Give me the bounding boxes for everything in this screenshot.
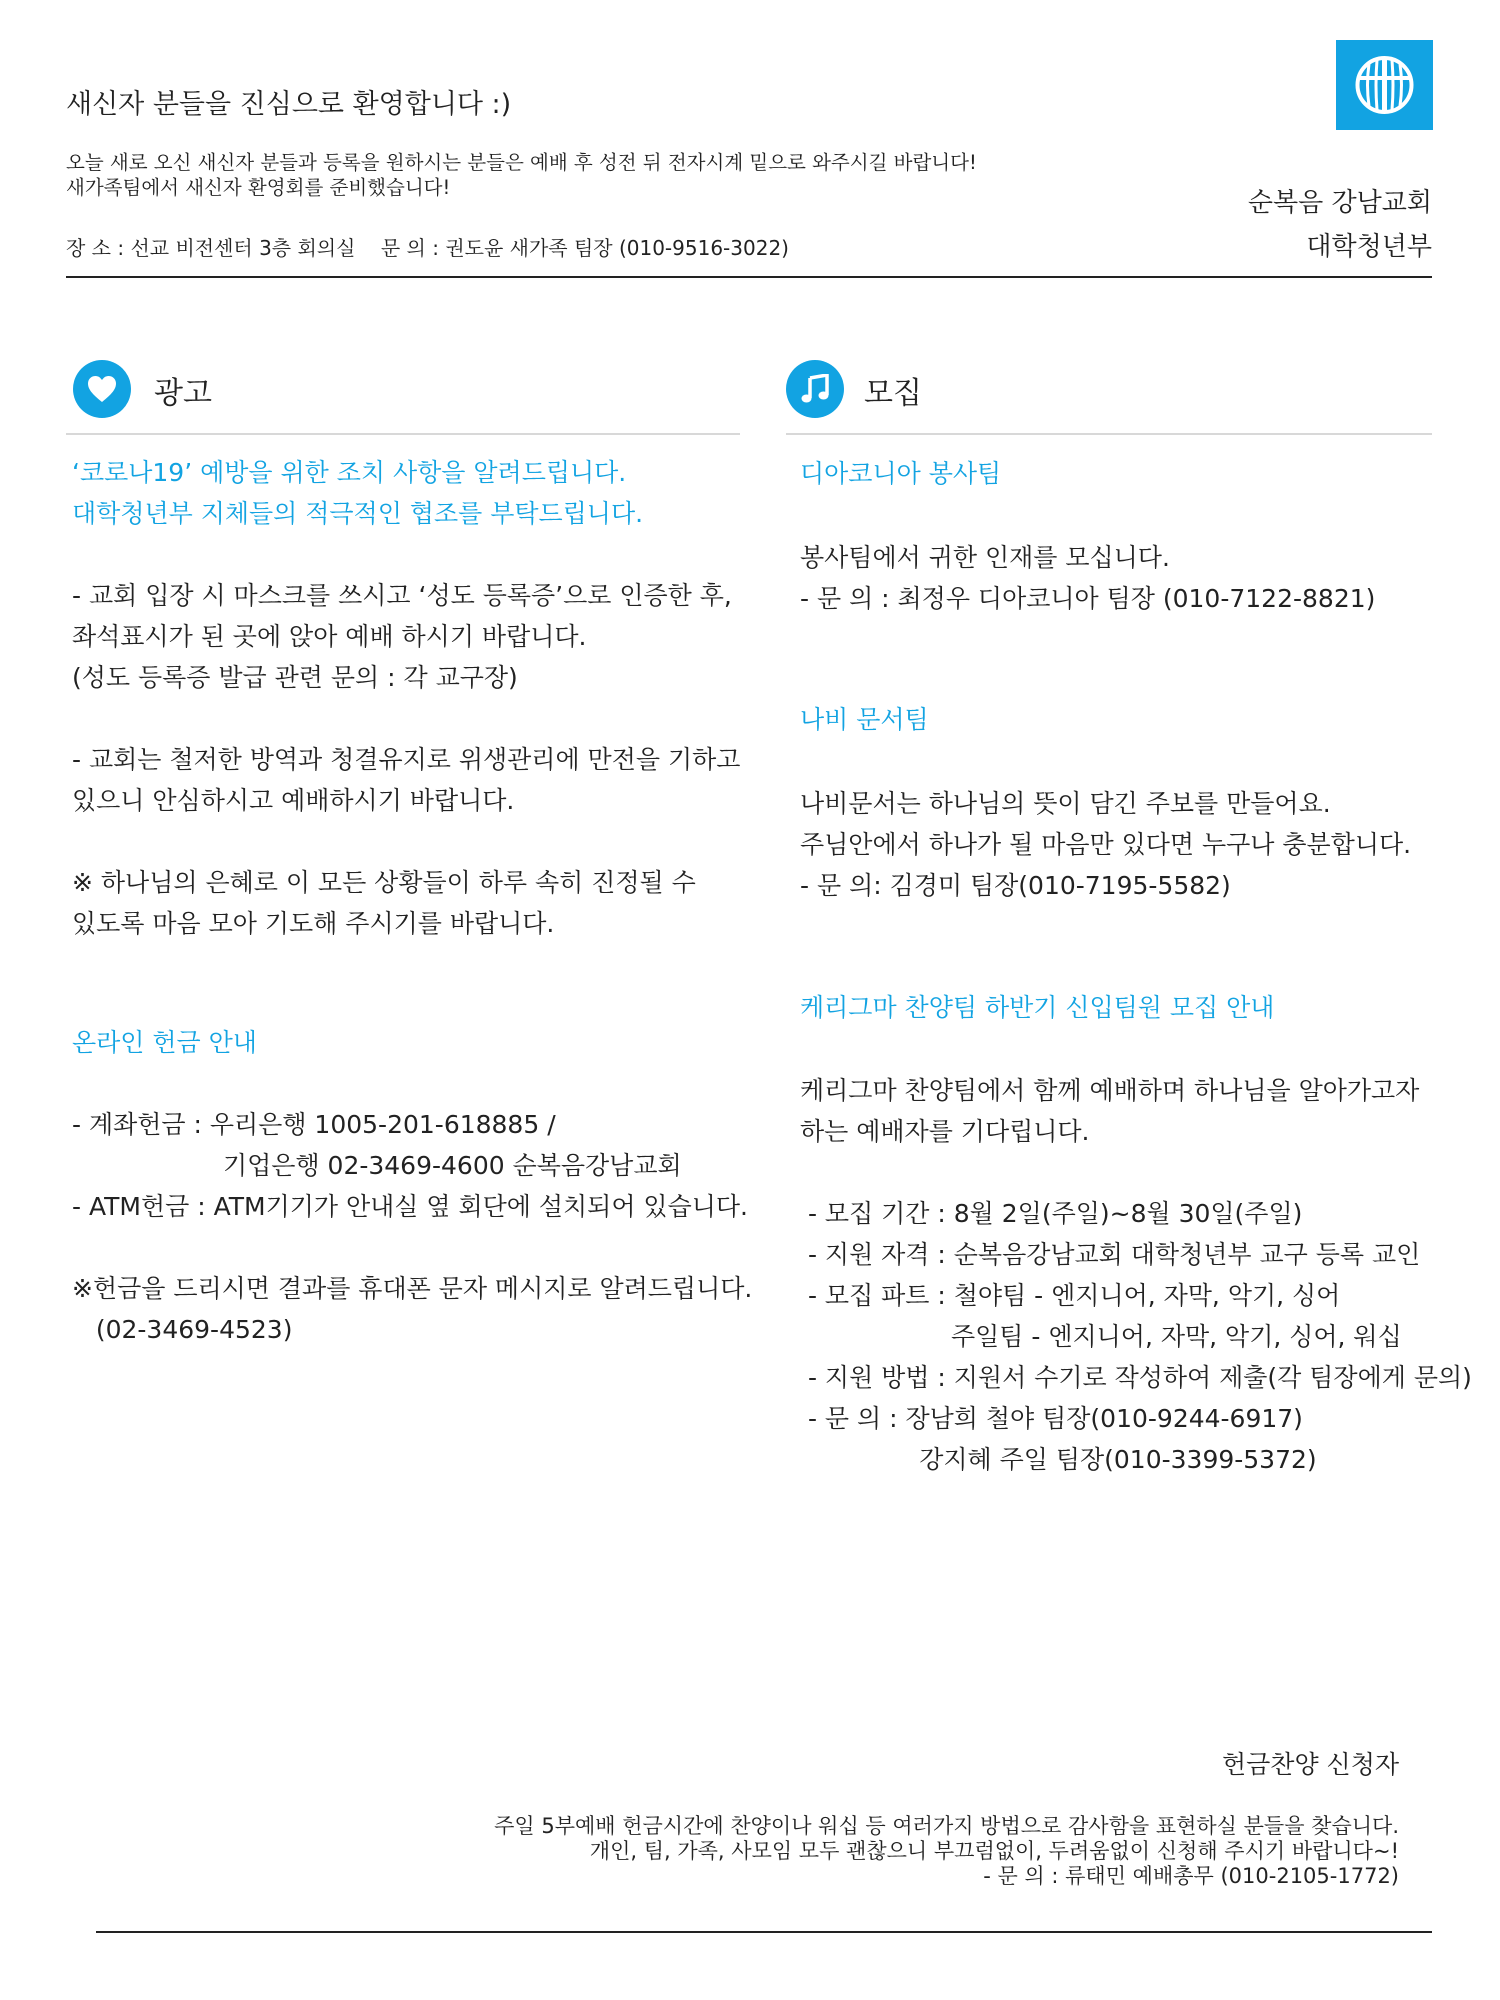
welcome-line: 오늘 새로 오신 새신자 분들과 등록을 원하시는 분들은 예배 후 성전 뒤 전자시계 밑으로 와주시길 바랍니다! [66, 151, 977, 174]
recruit-section-divider [786, 433, 1432, 435]
kerigma-line: 하는 예배자를 기다립니다. [800, 1117, 1090, 1146]
online-offering-body [72, 1104, 752, 1350]
welcome-place-contact: 장 소 : 선교 비전센터 3층 회의실 문 의 : 권도윤 새가족 팀장 (010-9516-3022) [66, 236, 789, 260]
heart-icon [73, 360, 131, 418]
church-logo [1336, 40, 1433, 130]
kerigma-detail-line: - 지원 방법 : 지원서 수기로 작성하여 제출(각 팀장에게 문의) [800, 1363, 1472, 1392]
welcome-title: 새신자 분들을 진심으로 환영합니다 :) [66, 89, 512, 120]
offering-line: 개인, 팀, 가족, 사모임 모두 괜찮으니 부끄럼없이, 두려움없이 신청해 주시기 바랍니다~! [589, 1839, 1399, 1863]
offering-praise-body [494, 1814, 1399, 1889]
header-divider [66, 276, 1432, 278]
online-line: - 계좌헌금 : 우리은행 1005-201-618885 / [72, 1110, 556, 1139]
diakonia-heading: 디아코니아 봉사팀 [800, 459, 1002, 488]
nabi-line: 나비문서는 하나님의 뜻이 담긴 주보를 만들어요. [800, 789, 1331, 818]
footer-divider [96, 1931, 1432, 1933]
offering-line: 주일 5부예배 헌금시간에 찬양이나 워십 등 여러가지 방법으로 감사함을 표현하실 분들을 찾습니다. [494, 1814, 1399, 1838]
offering-line: - 문 의 : 류태민 예배총무 (010-2105-1772) [983, 1864, 1399, 1888]
covid-line [72, 698, 740, 739]
nabi-line: - 문 의: 김경미 팀장(010-7195-5582) [800, 871, 1231, 900]
welcome-line: 새가족팀에서 새신자 환영회를 준비했습니다! [66, 176, 451, 199]
church-logo-icon [1336, 40, 1433, 130]
offering-praise-title: 헌금찬양 신청자 [1222, 1750, 1399, 1779]
online-line [72, 1227, 752, 1268]
covid-heading-line: ‘코로나19’ 예방을 위한 조치 사항을 알려드립니다. [72, 458, 627, 487]
ad-section-title: 광고 [154, 376, 212, 411]
covid-line: - 교회 입장 시 마스크를 쓰시고 ‘성도 등록증’으로 인증한 후, [72, 581, 732, 610]
nabi-line: 주님안에서 하나가 될 마음만 있다면 누구나 충분합니다. [800, 830, 1412, 859]
online-line: (02-3469-4523) [72, 1315, 293, 1344]
diakonia-line: 봉사팀에서 귀한 인재를 모십니다. [800, 543, 1170, 572]
diakonia-body [800, 537, 1375, 619]
online-line: - ATM헌금 : ATM기기가 안내실 옆 회단에 설치되어 있습니다. [72, 1192, 748, 1221]
kerigma-line: 케리그마 찬양팀에서 함께 예배하며 하나님을 알아가고자 [800, 1076, 1420, 1105]
ad-section-divider [66, 433, 740, 435]
nabi-body [800, 783, 1411, 906]
covid-line: ※ 하나님의 은혜로 이 모든 상황들이 하루 속히 진정될 수 [72, 868, 696, 897]
kerigma-heading: 케리그마 찬양팀 하반기 신입팀원 모집 안내 [800, 993, 1275, 1022]
kerigma-detail-line: - 모집 파트 : 철야팀 - 엔지니어, 자막, 악기, 싱어 [800, 1281, 1341, 1310]
covid-notice-heading [72, 452, 643, 534]
nabi-heading: 나비 문서팀 [800, 705, 929, 734]
covid-line: (성도 등록증 발급 관련 문의 : 각 교구장) [72, 663, 518, 692]
covid-line: - 교회는 철저한 방역과 청결유지로 위생관리에 만전을 기하고 [72, 745, 741, 774]
kerigma-body [800, 1070, 1419, 1152]
covid-notice-body [72, 575, 740, 944]
kerigma-detail-line: - 지원 자격 : 순복음강남교회 대학청년부 교구 등록 교인 [800, 1240, 1421, 1269]
music-note-icon [786, 360, 844, 418]
online-line: 기업은행 02-3469-4600 순복음강남교회 [72, 1151, 682, 1180]
covid-heading-line: 대학청년부 지체들의 적극적인 협조를 부탁드립니다. [72, 499, 644, 528]
kerigma-details [800, 1193, 1472, 1480]
recruit-section-title: 모집 [864, 376, 922, 411]
department-name: 대학청년부 [1306, 232, 1432, 262]
online-line: ※헌금을 드리시면 결과를 휴대폰 문자 메시지로 알려드립니다. [72, 1274, 753, 1303]
kerigma-detail-line: - 문 의 : 장남희 철야 팀장(010-9244-6917) [800, 1404, 1303, 1433]
covid-line: 좌석표시가 된 곳에 앉아 예배 하시기 바랍니다. [72, 622, 587, 651]
kerigma-detail-line: 주일팀 - 엔지니어, 자막, 악기, 싱어, 워십 [800, 1322, 1402, 1351]
diakonia-line: - 문 의 : 최정우 디아코니아 팀장 (010-7122-8821) [800, 584, 1376, 613]
covid-line [72, 821, 740, 862]
covid-line: 있도록 마음 모아 기도해 주시기를 바랍니다. [72, 909, 555, 938]
covid-line: 있으니 안심하시고 예배하시기 바랍니다. [72, 786, 515, 815]
welcome-message [66, 150, 977, 200]
church-name: 순복음 강남교회 [1247, 188, 1432, 218]
kerigma-detail-line: - 모집 기간 : 8월 2일(주일)~8월 30일(주일) [800, 1199, 1303, 1228]
online-offering-heading: 온라인 헌금 안내 [72, 1028, 257, 1057]
kerigma-detail-line: 강지혜 주일 팀장(010-3399-5372) [800, 1445, 1317, 1474]
